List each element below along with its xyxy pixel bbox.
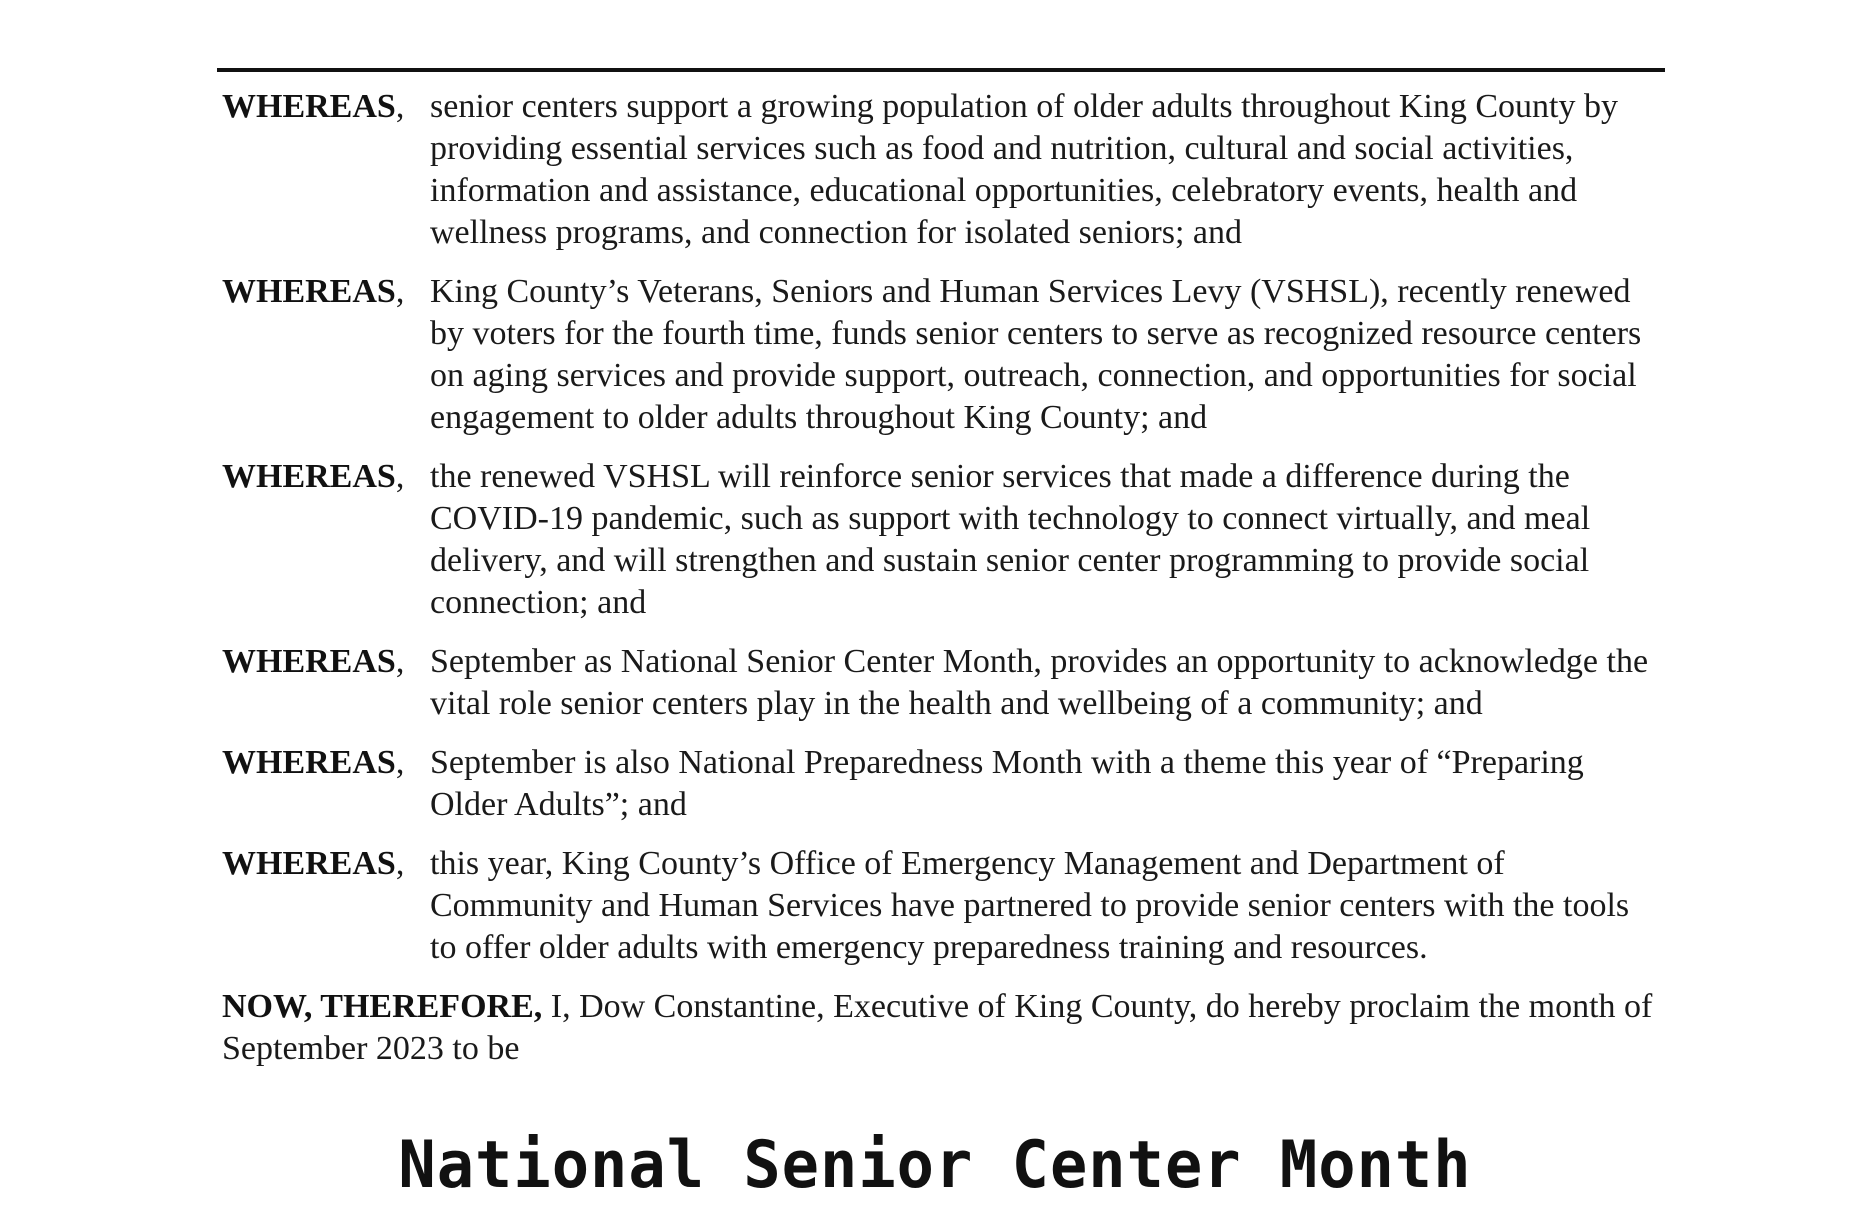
proclamation-label: NOW, THEREFORE,: [222, 988, 543, 1025]
whereas-clause-1: [222, 86, 1662, 254]
proclamation-statement: [222, 986, 1662, 1070]
whereas-clause-2: [222, 271, 1662, 439]
proclamation-headline: National Senior Center Month: [398, 1126, 1472, 1203]
whereas-clause-3: [222, 456, 1662, 624]
whereas-clause-5: [222, 742, 1662, 826]
clause-text: this year, King County’s Office of Emergency Management and Department of Community and Human Services have partnered to provide senior centers with the tools to offer older adults with emergency preparedness training and resources.: [430, 845, 1630, 966]
clause-text: September as National Senior Center Month, provides an opportunity to acknowledge the vital role senior centers play in the health and wellbeing of a community; and: [430, 643, 1649, 722]
whereas-clause-6: [222, 843, 1662, 969]
clause-text: September is also National Preparedness Month with a theme this year of “Preparing Older Adults”; and: [430, 744, 1584, 823]
clause-label: WHEREAS,: [222, 458, 405, 495]
clause-label: WHEREAS,: [222, 88, 405, 125]
clause-label: WHEREAS,: [222, 744, 405, 781]
top-rule-divider: [217, 68, 1665, 72]
clause-label: WHEREAS,: [222, 273, 405, 310]
clause-label: WHEREAS,: [222, 643, 405, 680]
clause-label: WHEREAS,: [222, 845, 405, 882]
whereas-clauses: [222, 86, 1662, 1070]
proclamation-text: I, Dow Constantine, Executive of King County, do hereby proclaim the month of September 2023 to be: [222, 988, 1653, 1067]
clause-text: the renewed VSHSL will reinforce senior services that made a difference during the COVID-19 pandemic, such as support with technology to connect virtually, and meal delivery, and will strengthen and sustain senior center programming to provide social connection; and: [430, 458, 1591, 621]
clause-text: senior centers support a growing population of older adults throughout King County by providing essential services such as food and nutrition, cultural and social activities, information and assistance, educational opportunities, celebratory events, health and wellness programs, and connection for isolated seniors; and: [430, 88, 1618, 251]
clause-text: King County’s Veterans, Seniors and Human Services Levy (VSHSL), recently renewed by voters for the fourth time, funds senior centers to serve as recognized resource centers on aging services and provide support, outreach, connection, and opportunities for social engagement to older adults throughout King County; and: [430, 273, 1642, 436]
whereas-clause-4: [222, 641, 1662, 725]
